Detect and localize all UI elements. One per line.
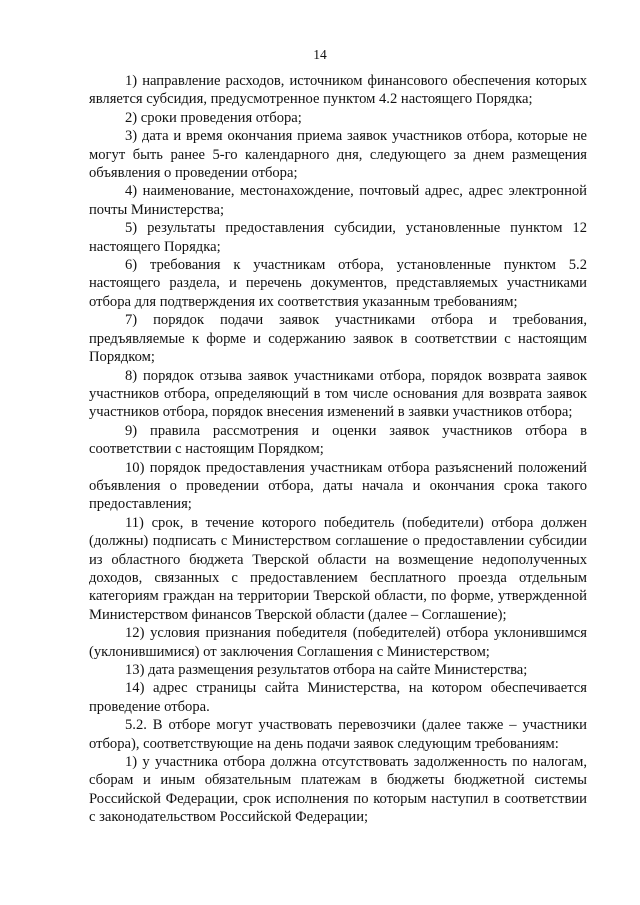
list-item-3: 3) дата и время окончания приема заявок участников отбора, которые не могут быть ранее 5-го календарного дня, следующего за днем размещения объявления о проведении отбора; bbox=[89, 128, 587, 182]
document-body bbox=[89, 72, 587, 827]
list-item-6: 6) требования к участникам отбора, установленные пунктом 5.2 настоящего раздела, и перечень документов, представляемых участниками отбора для подтверждения их соответствия указанным требованиям; bbox=[89, 257, 587, 310]
requirement-item-1: 1) у участника отбора должна отсутствовать задолженность по налогам, сборам и иным обязательным платежам в бюджеты бюджетной системы Российской Федерации, срок исполнения по которым наступил в соответствии с законодательством Российской Федерации; bbox=[89, 754, 587, 826]
list-item-13: 13) дата размещения результатов отбора на сайте Министерства; bbox=[125, 662, 528, 678]
list-item-1: 1) направление расходов, источником финансового обеспечения которых является субсидия, предусмотренное пунктом 4.2 настоящего Порядка; bbox=[89, 73, 587, 108]
section-5-2-paragraph: 5.2. В отборе могут участвовать перевозчики (далее также – участники отбора), соответствующие на день подачи заявок следующим требованиям: bbox=[89, 717, 587, 752]
list-item-10: 10) порядок предоставления участникам отбора разъяснений положений объявления о проведении отбора, даты начала и окончания срока такого предоставления; bbox=[89, 459, 587, 513]
list-item-4: 4) наименование, местонахождение, почтовый адрес, адрес электронной почты Министерства; bbox=[89, 183, 587, 218]
list-item-12: 12) условия признания победителя (победителей) отбора уклонившимся (уклонившимися) от заключения Соглашения с Министерством; bbox=[89, 625, 587, 660]
page-number: 14 bbox=[313, 47, 327, 62]
list-item-2: 2) сроки проведения отбора; bbox=[125, 109, 302, 126]
list-item-8: 8) порядок отзыва заявок участниками отбора, порядок возврата заявок участников отбора, определяющий в том числе основания для возврата заявок участников отбора, порядок внесения изменений в заявки участников отбора; bbox=[89, 367, 587, 421]
list-item-9: 9) правила рассмотрения и оценки заявок участников отбора в соответствии с настоящим Порядком; bbox=[89, 422, 587, 458]
list-item-7: 7) порядок подачи заявок участниками отбора и требования, предъявляемые к форме и содержанию заявок в соответствии с настоящим Порядком; bbox=[89, 312, 587, 366]
list-item-11: 11) срок, в течение которого победитель (победители) отбора должен (должны) подписать с Министерством соглашение о предоставлении субсидии из областного бюджета Тверской области на возмещение недополученных доходов, связанных с предоставлением бесплатного проезда отдельным категориям граждан на территории Тверской области, по форме, утвержденной Министерством финансов Тверской области (далее – Соглашение); bbox=[89, 514, 587, 623]
list-item-5: 5) результаты предоставления субсидии, установленные пунктом 12 настоящего Порядка; bbox=[89, 220, 587, 255]
list-item-14: 14) адрес страницы сайта Министерства, на котором обеспечивается проведение отбора. bbox=[89, 680, 587, 715]
